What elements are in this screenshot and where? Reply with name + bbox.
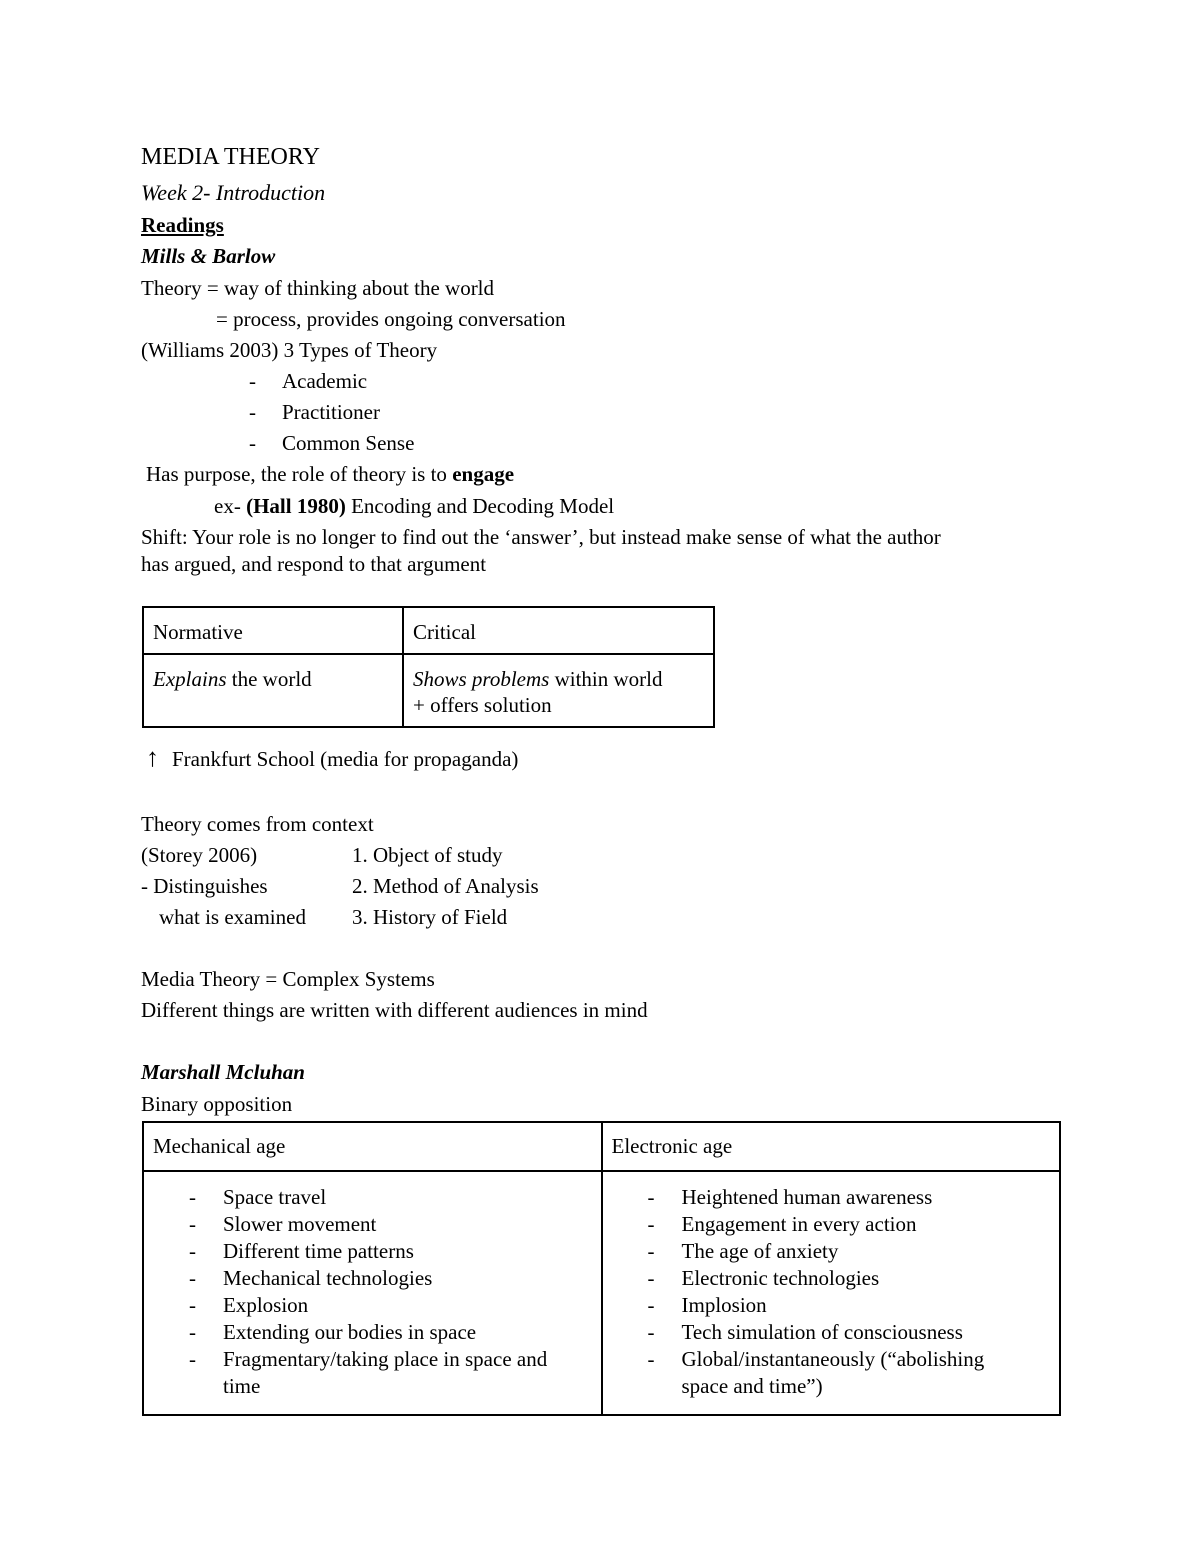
list-bullet-dash: - <box>647 1266 655 1290</box>
list-bullet-dash: - <box>647 1239 655 1263</box>
list-bullet-dash: - <box>189 1212 196 1236</box>
context-item: 2. Method of Analysis <box>352 874 539 898</box>
list-bullet-dash: - <box>647 1347 655 1371</box>
offers-solution-text: + offers solution <box>413 693 552 717</box>
list-item <box>153 1319 592 1346</box>
list-item-continuation: time <box>223 1374 261 1398</box>
binary-opposition-label: Binary opposition <box>141 1092 293 1116</box>
list-item <box>612 1319 1051 1346</box>
context-examined: what is examined <box>159 905 306 929</box>
list-bullet-dash: - <box>647 1212 655 1236</box>
shift-line-2: has argued, and respond to that argument <box>141 552 487 576</box>
list-item <box>612 1265 1051 1292</box>
context-storey: (Storey 2006) <box>141 843 258 867</box>
list-bullet-dash: - <box>647 1320 655 1344</box>
electronic-age-list <box>612 1182 1051 1404</box>
list-item-text: Engagement in every action <box>681 1212 917 1236</box>
audiences-line: Different things are written with different audiences in mind <box>141 998 648 1022</box>
list-item-text: Implosion <box>681 1293 767 1317</box>
theory-type-item: Practitioner <box>282 400 380 424</box>
table-cell-critical: Critical <box>403 607 714 654</box>
week-subtitle: Week 2- Introduction <box>141 180 326 205</box>
list-item-text: Tech simulation of consciousness <box>681 1320 963 1344</box>
list-item-continuation: space and time”) <box>681 1374 823 1398</box>
purpose-text: Has purpose, the role of theory is to <box>146 462 453 486</box>
purpose-line <box>146 461 514 487</box>
theory-type-item: Common Sense <box>282 431 415 455</box>
reading-authors-mills-barlow: Mills & Barlow <box>141 244 276 268</box>
complex-systems-line: Media Theory = Complex Systems <box>141 967 435 991</box>
electronic-age-cell <box>602 1171 1061 1415</box>
up-arrow-icon: ↑ <box>146 743 159 772</box>
context-heading: Theory comes from context <box>141 812 374 836</box>
table-row <box>143 607 714 654</box>
list-bullet-dash: - <box>647 1293 655 1317</box>
theory-definition-1: Theory = way of thinking about the world <box>141 276 495 300</box>
theory-type-item: Academic <box>282 369 368 393</box>
list-item-text: Different time patterns <box>223 1239 414 1263</box>
list-item <box>612 1292 1051 1319</box>
list-bullet-dash: - <box>189 1239 196 1263</box>
context-distinguishes: - Distinguishes <box>141 874 268 898</box>
list-bullet-dash: - <box>189 1320 196 1344</box>
frankfurt-text: Frankfurt School (media for propaganda) <box>172 747 519 771</box>
table-cell-normative: Normative <box>143 607 403 654</box>
the-world-text: the world <box>226 667 312 691</box>
list-item-text: Space travel <box>223 1185 327 1209</box>
theory-types-intro: (Williams 2003) 3 Types of Theory <box>141 338 438 362</box>
list-item-text: Explosion <box>223 1293 309 1317</box>
mechanical-age-list <box>153 1182 592 1404</box>
list-item <box>612 1184 1051 1211</box>
frankfurt-line <box>146 745 518 772</box>
mechanical-electronic-table <box>142 1121 1061 1416</box>
mechanical-age-cell <box>143 1171 602 1415</box>
table-header-electronic: Electronic age <box>602 1122 1061 1171</box>
list-bullet-dash: - <box>189 1347 196 1371</box>
list-item <box>153 1184 592 1211</box>
list-item-text: Electronic technologies <box>681 1266 880 1290</box>
within-world-text: within world <box>549 667 663 691</box>
table-cell-normative-desc <box>143 654 403 727</box>
list-bullet-dash: - <box>189 1266 196 1290</box>
list-bullet-dash: - <box>189 1293 196 1317</box>
context-item: 3. History of Field <box>352 905 508 929</box>
list-item-text: Fragmentary/taking place in space and <box>223 1347 548 1371</box>
table-cell-critical-desc <box>403 654 714 727</box>
example-model: Encoding and Decoding Model <box>345 494 615 518</box>
table-row <box>143 1122 1060 1171</box>
list-item-text: Extending our bodies in space <box>223 1320 477 1344</box>
list-item-text: Global/instantaneously (“abolishing <box>681 1347 985 1371</box>
list-item-text: The age of anxiety <box>681 1239 839 1263</box>
example-citation: (Hall 1980) <box>246 494 346 518</box>
list-bullet-dash: - <box>189 1185 196 1209</box>
table-header-mechanical: Mechanical age <box>143 1122 602 1171</box>
example-prefix: ex- <box>214 494 247 518</box>
example-line <box>214 493 614 519</box>
list-item-text: Mechanical technologies <box>223 1266 433 1290</box>
page-title: MEDIA THEORY <box>141 144 320 170</box>
section-author-mcluhan: Marshall Mcluhan <box>141 1060 305 1084</box>
list-item-text: Heightened human awareness <box>681 1185 933 1209</box>
list-item <box>153 1238 592 1265</box>
explains-text: Explains <box>153 667 227 691</box>
list-item <box>153 1292 592 1319</box>
list-item <box>153 1211 592 1238</box>
theory-definition-2: = process, provides ongoing conversation <box>216 307 566 331</box>
list-item <box>153 1265 592 1292</box>
list-item <box>612 1346 1051 1400</box>
context-item: 1. Object of study <box>352 843 503 867</box>
shift-line-1: Shift: Your role is no longer to find out the ‘answer’, but instead make sense of what the author <box>141 525 941 549</box>
list-item <box>153 1346 592 1400</box>
list-bullet-dash: - <box>249 400 256 424</box>
list-bullet-dash: - <box>647 1185 655 1209</box>
list-bullet-dash: - <box>249 369 256 393</box>
list-item-text: Slower movement <box>223 1212 377 1236</box>
table-row <box>143 1171 1060 1415</box>
readings-heading: Readings <box>141 213 224 237</box>
list-bullet-dash: - <box>249 431 256 455</box>
list-item <box>612 1211 1051 1238</box>
table-row <box>143 654 714 727</box>
purpose-engage: engage <box>452 462 515 486</box>
shows-problems-text: Shows problems <box>413 667 550 691</box>
list-item <box>612 1238 1051 1265</box>
normative-critical-table <box>142 606 715 728</box>
